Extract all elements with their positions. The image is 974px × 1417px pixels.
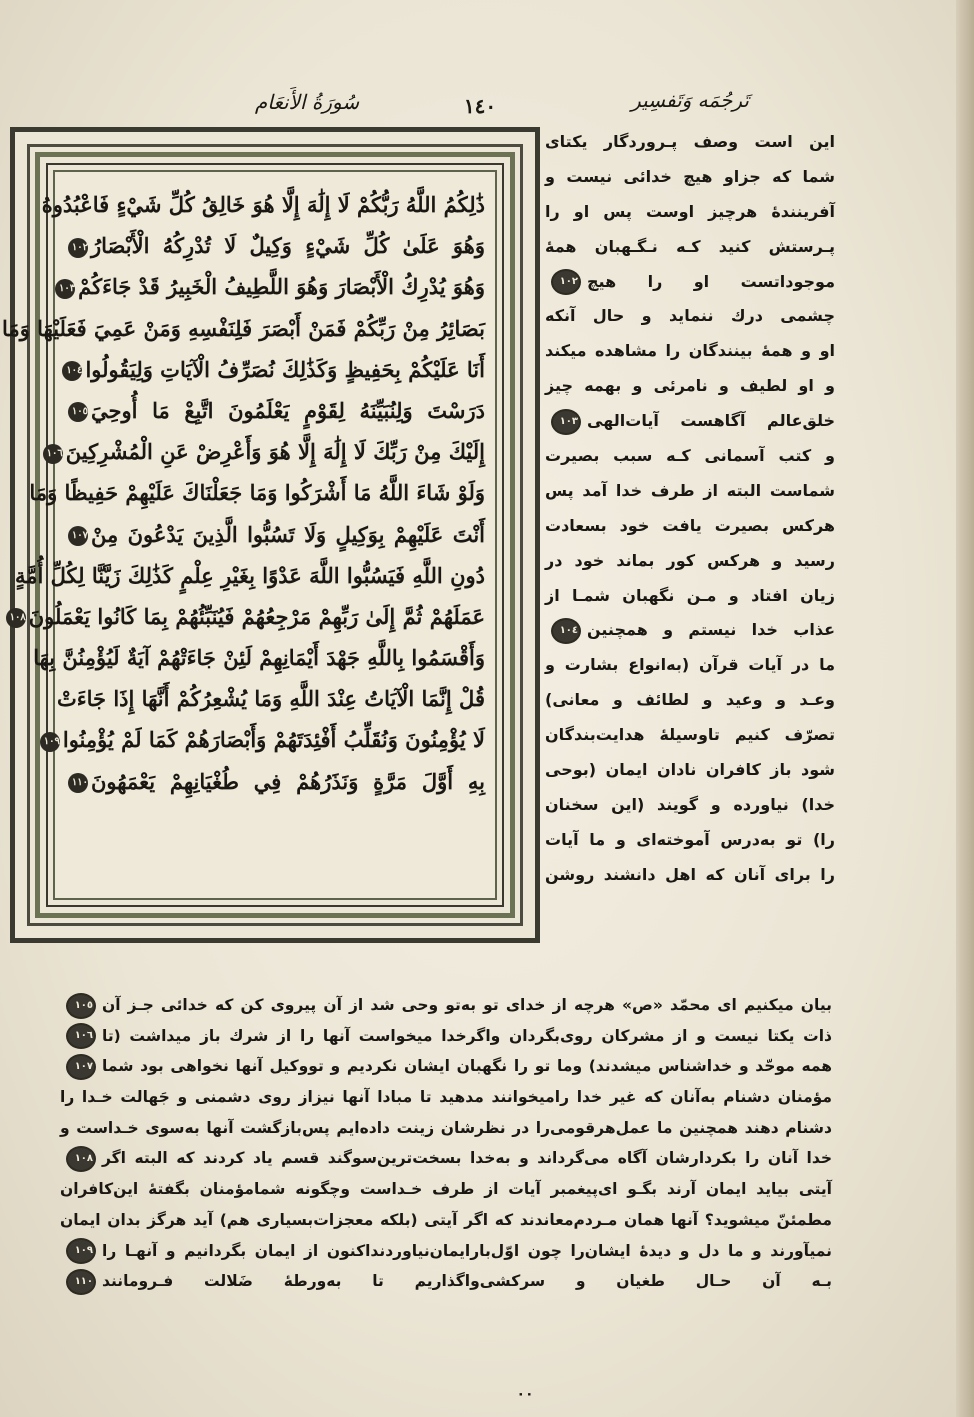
commentary-line: [60, 1205, 832, 1236]
commentary-line: [60, 1021, 832, 1052]
quran-line: [65, 349, 485, 390]
commentary-line: [545, 683, 835, 718]
quran-line-text: أَنَا عَلَيْكُمْ بِحَفِيظٍ وَكَذَٰلِكَ نُصَرِّفُ الْآيَاتِ وَلِيَقُولُوا: [85, 356, 485, 382]
quran-line: [9, 596, 485, 637]
commentary-column: [545, 125, 835, 893]
quran-line-text: ذَٰلِكُمُ اللَّهُ رَبُّكُمْ لَا إِلَٰهَ إِلَّا هُوَ خَالِقُ كُلِّ شَيْءٍ فَاعْبُدُوهُ: [41, 192, 485, 217]
quran-line-text: وَأَقْسَمُوا بِاللَّهِ جَهْدَ أَيْمَانِهِمْ لَئِنْ جَاءَتْهُمْ آيَةٌ لَيُؤْمِنُنَّ بِهَا: [33, 645, 485, 671]
commentary-line-text: همه موحّد و خداشناس میشدند) وما تو را نگهبان ایشان نکردیم و تووکیل آنها نخواهی بود شما: [102, 1057, 832, 1076]
page-gutter: [956, 0, 974, 1417]
commentary-line-text: مؤمنان دشنام به‌آنان که غیر خدا رامیخوانند مدهید تا مبادا آنها نیزاز روی دشمنی و جَهالت خـدا را: [60, 1088, 832, 1107]
commentary-line: [60, 1082, 832, 1113]
commentary-line: [545, 823, 835, 858]
commentary-line-text: بـه آن حـال طغیان و سرکشی‌واگذاریم تا به‌ورطهٔ ضَلالت فـرومانند: [102, 1272, 832, 1291]
quran-line-text: إِلَيْكَ مِنْ رَبِّكَ لَا إِلَٰهَ إِلَّا هُوَ وَأَعْرِضْ عَنِ الْمُشْرِكِينَ: [65, 439, 485, 465]
commentary-line-text: چشمی درك ننماید و حال آنکه: [545, 306, 835, 326]
commentary-line: [60, 1266, 832, 1297]
commentary-line: [545, 195, 835, 230]
commentary-line: [60, 1143, 832, 1174]
commentary-line: [545, 718, 835, 753]
quran-line: [2, 308, 485, 349]
quran-line: [41, 184, 485, 225]
commentary-line-text: این است وصف پـروردگار یکتای: [545, 132, 835, 151]
commentary-line-text: هرکس بصیرت یافت خود بسعادت: [545, 515, 835, 535]
commentary-line-text: موجوداتست او را هیچ: [587, 271, 835, 291]
commentary-line: [545, 439, 835, 474]
commentary-line: [545, 369, 835, 404]
commentary-line-text: بیان میکنیم ای محمّد «ص» هرچه از خدای تو به‌تو وحی شد از آن پیروی کن که خدائی جـز آن: [102, 996, 832, 1014]
commentary-line-text: نمیآورند و ما دل و دیدهٔ ایشان‌را چون اوّل‌بارایمان‌نیاوردنداکنون از ایمان بگردانیم و آنهـا را: [102, 1241, 832, 1260]
verse-number-medallion: ١٠٩: [40, 732, 60, 752]
verse-number-medallion: ١٠٥: [68, 402, 88, 422]
commentary-line: [545, 613, 835, 648]
verse-number-medallion: ١٠٨: [66, 1146, 96, 1172]
verse-number-medallion: ١٠٢: [68, 238, 88, 258]
quran-line: [33, 637, 485, 678]
commentary-line: [545, 334, 835, 369]
commentary-full-width: [60, 990, 832, 1297]
surah-title: سُورَةُ الأَنعَام: [254, 90, 360, 114]
verse-number-medallion: ١٠٤: [551, 618, 581, 644]
commentary-line-text: خدا آنان را بکردارشان آگاه می‌گرداند و به‌خدا بسخت‌ترین‌سوگند قسم یاد کردند که البته اگر: [102, 1149, 832, 1168]
quran-line: [29, 472, 485, 513]
verse-number-medallion: ١٠٤: [62, 361, 82, 381]
commentary-line: [60, 1113, 832, 1144]
commentary-line: [545, 753, 835, 788]
quran-line: [43, 719, 485, 760]
commentary-line: [60, 1051, 832, 1082]
quran-line: [65, 761, 485, 802]
commentary-line-text: و او لطیف و نامرئی و بهمه چیز: [545, 376, 835, 396]
commentary-line: [545, 125, 835, 160]
quran-frame: [2, 127, 540, 943]
commentary-line-text: رسید و هرکس کور بماند خود در: [545, 550, 835, 570]
quran-line: [59, 266, 485, 307]
commentary-line-text: دشنام دهند همچنین ما عمل‌هرقومی‌را در نظرشان زینت داده‌ایم پس‌بازگشت آنها به‌سوی خـداست و: [60, 1118, 832, 1137]
quran-line-text: أَنْتَ عَلَيْهِمْ بِوَكِيلٍ وَلَا تَسُبُّوا الَّذِينَ يَدْعُونَ مِنْ: [91, 521, 485, 547]
commentary-line: [545, 404, 835, 439]
commentary-line: [545, 788, 835, 823]
commentary-line-text: خلق‌عالم آگاهست آیات‌الهی: [587, 411, 835, 431]
commentary-line-text: شود باز کافران نادان ایمان (بوحی: [545, 760, 835, 780]
commentary-line-text: او و همهٔ بینندگان را مشاهده میکند: [545, 341, 835, 361]
page-number: ١٤٠: [463, 94, 497, 118]
commentary-line-text: آیتی بیاید ایمان آرند بگـو ای‌پیغمبر آیات از طرف خـداست وچگونه شمامؤمنان بگفتهٔ این‌کافران: [60, 1180, 832, 1199]
commentary-line-text: را) تو به‌درس آموخته‌ای و ما آیات: [545, 829, 835, 849]
verse-number-medallion: ١٠٨: [6, 608, 26, 628]
quran-verses: [2, 184, 485, 884]
commentary-line: [545, 648, 835, 683]
quran-line: [46, 431, 485, 472]
commentary-line-text: ما در آیات قرآن (به‌انواع بشارت و: [545, 655, 835, 675]
verse-number-medallion: ١١٠: [68, 773, 88, 793]
commentary-line: [545, 160, 835, 195]
commentary-line: [545, 265, 835, 300]
book-title: تَرجُمَه وَتَفسِير: [631, 88, 749, 112]
commentary-line-text: مطمئنّ میشوید؟ آنها همان مـردم‌معاندند که اگر آیتی (بلکه معجزات‌بسیاری هم) آید هرگز بدان ایمان: [60, 1210, 832, 1229]
quran-line-text: بِهِ أَوَّلَ مَرَّةٍ وَنَذَرُهُمْ فِي طُغْيَانِهِمْ يَعْمَهُونَ: [91, 768, 485, 794]
commentary-line-text: ذات یکتا نیست و از مشرکان روی‌بگردان واگرخدا میخواست آنها را از شرك باز میداشت (تا: [102, 1026, 832, 1045]
verse-number-medallion: ١٠٢: [551, 269, 581, 295]
commentary-line: [545, 509, 835, 544]
commentary-line-text: خدا) نیاورده و گویند (این سخنان: [545, 794, 835, 814]
quran-line-text: بَصَائِرُ مِنْ رَبِّكُمْ فَمَنْ أَبْصَرَ فَلِنَفْسِهِ وَمَنْ عَمِيَ فَعَلَيْهَا وَمَا: [2, 315, 485, 341]
commentary-line: [60, 990, 832, 1021]
quran-line: [57, 678, 485, 719]
quran-line-text: عَمَلَهُمْ ثُمَّ إِلَىٰ رَبِّهِمْ مَرْجِعُهُمْ فَيُنَبِّئُهُمْ بِمَا كَانُوا يَعْمَلُونَ: [28, 603, 485, 629]
commentary-line: [545, 858, 835, 893]
commentary-line: [60, 1174, 832, 1205]
verse-number-medallion: ١٠٧: [68, 526, 88, 546]
commentary-line: [545, 474, 835, 509]
verse-number-medallion: ١٠٦: [43, 444, 63, 464]
commentary-line-text: عذاب خدا نیستم و همچنین: [587, 620, 835, 640]
page-header: [230, 86, 749, 126]
quran-line-text: وَهُوَ عَلَىٰ كُلِّ شَيْءٍ وَكِيلٌ لَا تُدْرِكُهُ الْأَبْصَارُ: [91, 233, 485, 259]
commentary-line-text: زیان افتاد و مـن نگهبان شمـا از: [545, 585, 835, 605]
commentary-line: [545, 230, 835, 265]
commentary-line-text: تصرّف کنیم تاوسیلهٔ هدایت‌بندگان: [545, 725, 835, 745]
verse-number-medallion: ١٠٦: [66, 1023, 96, 1049]
commentary-line-text: را برای آنان که اهل دانشند روشن: [545, 864, 835, 884]
commentary-line-text: پـرستش کنید کـه نـگـهبان همهٔ: [545, 236, 835, 256]
quran-line: [65, 225, 485, 266]
commentary-line: [60, 1236, 832, 1267]
verse-number-medallion: ١٠٧: [66, 1054, 96, 1080]
commentary-line: [545, 579, 835, 614]
commentary-line-text: شما که جزاو هیچ خدائی نیست و: [545, 166, 835, 186]
quran-line-text: وَهُوَ يُدْرِكُ الْأَبْصَارَ وَهُوَ اللَّطِيفُ الْخَبِيرُ قَدْ جَاءَكُمْ: [78, 274, 485, 300]
verse-number-medallion: ١٠٩: [66, 1238, 96, 1264]
commentary-line: [545, 544, 835, 579]
commentary-line-text: شماست البته از طرف خدا آمد پس: [545, 480, 835, 500]
commentary-line: [545, 299, 835, 334]
verse-number-medallion: ١٠٣: [55, 279, 75, 299]
quran-line: [65, 390, 485, 431]
verse-number-medallion: ١٠٥: [66, 993, 96, 1019]
quran-line-text: دَرَسْتَ وَلِنُبَيِّنَهُ لِقَوْمٍ يَعْلَمُونَ اتَّبِعْ مَا أُوحِيَ: [91, 397, 485, 423]
quran-line-text: لَا يُؤْمِنُونَ وَنُقَلِّبُ أَفْئِدَتَهُمْ وَأَبْصَارَهُمْ كَمَا لَمْ يُؤْمِنُوا: [62, 727, 485, 753]
commentary-line-text: آفریننده‌ٔ هرچیز اوست پس او را: [545, 201, 835, 221]
quran-line-text: قُلْ إِنَّمَا الْآيَاتُ عِنْدَ اللَّهِ وَمَا يُشْعِرُكُمْ أَنَّهَا إِذَا جَاءَتْ: [57, 686, 485, 712]
quran-line: [65, 514, 485, 555]
verse-number-medallion: ١٠٣: [551, 409, 581, 435]
quran-line-text: وَلَوْ شَاءَ اللَّهُ مَا أَشْرَكُوا وَمَا جَعَلْنَاكَ عَلَيْهِمْ حَفِيظًا وَمَا: [29, 480, 485, 506]
commentary-line-text: و کتب آسمانی کـه سبب بصیرت: [545, 446, 835, 466]
footer-mark: ٠٠: [516, 1386, 534, 1402]
quran-line-text: دُونِ اللَّهِ فَيَسُبُّوا اللَّهَ عَدْوًا بِغَيْرِ عِلْمٍ كَذَٰلِكَ زَيَّنَّا لِكُلِّ أُمَّةٍ: [14, 562, 485, 588]
commentary-line-text: وعـد و وعید و لطائف و معانی): [545, 690, 835, 710]
verse-number-medallion: ١١٠: [66, 1269, 96, 1295]
quran-line: [14, 555, 485, 596]
